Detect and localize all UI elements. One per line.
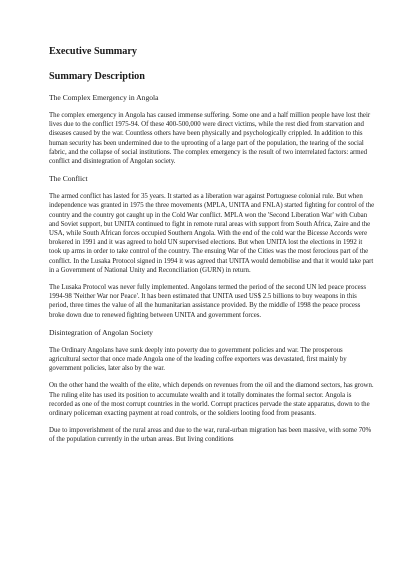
paragraph: On the other hand the wealth of the elite, which depends on revenues from the oil and the diamond sectors, has grown. The ruling elite has used its position to accumulate wealth and it totally dominates the formal sector. Angola is recorded as one of the most corrupt countries in the world. Corrupt practices pervade the state apparatus, down to the ordinary policeman exacting payment at road controls, or the soldiers looting food from peasants. [49, 382, 374, 418]
paragraph: Due to impoverishment of the rural areas and due to the war, rural-urban migration has been massive, with some 70% of the population currently in the urban areas. But living conditions [49, 427, 372, 444]
subsection-heading: Disintegration of Angolan Society [49, 327, 153, 337]
paragraph: The Ordinary Angolans have sunk deeply into poverty due to government policies and war. The prosperous agricultural sector that once made Angola one of the leading coffee exporters was devastated, first mainly by government policies, later also by the war. [49, 346, 347, 373]
paragraph: The complex emergency in Angola has caused immense suffering. Some one and a half million people have lost their lives due to the conflict 1975-94. Of these 400-500,000 were direct victims, while the rest died from starvation and diseases caused by the war. Countless others have been physically and psychologically crippled. In addition to this human security has been undermined due to the uprooting of a large part of the population, the tearing of the social fabric, and the collapse of social institutions. The complex emergency is the result of two interrelated factors: armed conflict and disintegration of Angolan society. [49, 112, 371, 166]
subsection-heading: The Complex Emergency in Angola [49, 93, 159, 102]
document-title: Executive Summary [49, 46, 137, 57]
paragraph: The armed conflict has lasted for 35 years. It started as a liberation war against Portuguese colonial rule. But when independence was granted in 1975 the three movements (MPLA, UNITA and FNLA) started fighting for control of the country and the country got caught up in the Cold War conflict. MPLA won the 'Second Liberation War' with Cuban and Soviet support, but UNITA continued to fight in remote rural areas with support from South Africa, Zaire and the USA, while South African forces occupied Southern Angola. With the end of the cold war the Bicesse Accords were brokered in 1991 and it was agreed to hold UN supervised elections. But when UNITA lost the elections in 1992 it took up arms in order to take control of the country. The ensuing War of the Cities was the most ferocious part of the conflict. In the Lusaka Protocol signed in 1994 it was agreed that UNITA would demobilise and that it would take part in a Government of National Unity and Reconciliation (GURN) in return. [49, 193, 375, 274]
paragraph: The Lusaka Protocol was never fully implemented. Angolans termed the period of the second UN led peace process 1994-98 'Neither War nor Peace'. It has been estimated that UNITA used US$ 2.5 billions to buy weapons in this period, three times the value of all the humanitarian assistance provided. By the middle of 1998 the peace process broke down due to renewed fighting between UNITA and government forces. [49, 284, 366, 319]
section-heading: Summary Description [49, 71, 145, 82]
document-body [49, 46, 375, 453]
subsection-heading: The Conflict [49, 174, 88, 184]
